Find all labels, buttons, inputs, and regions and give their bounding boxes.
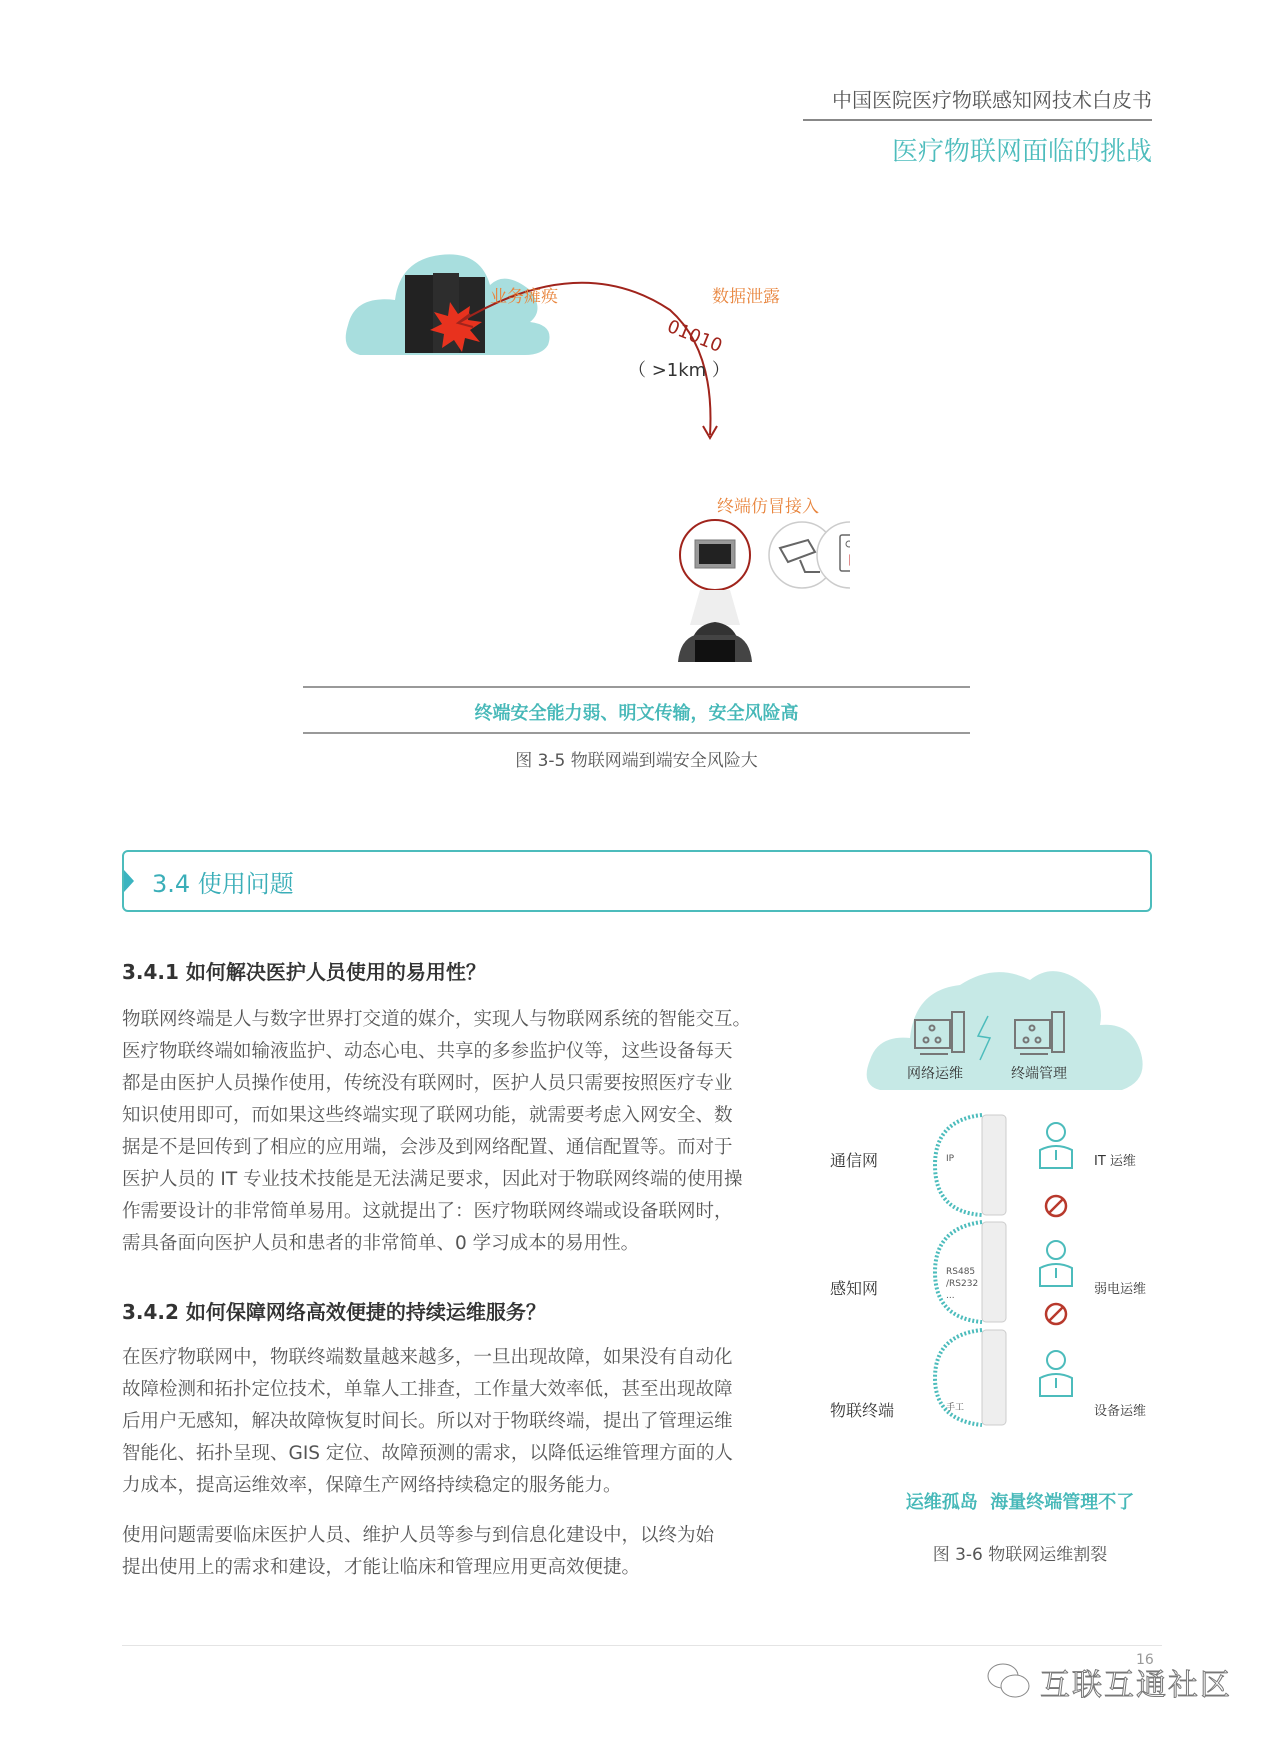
paragraph-operations xyxy=(122,1342,772,1502)
summary-top-rule xyxy=(303,686,970,688)
label-data-leak: 数据泄露 xyxy=(712,287,780,307)
text-line: 提出使用上的需求和建设，才能让临床和管理应用更高效便捷。 xyxy=(122,1557,641,1578)
figure-3-6-caption: 图 3-6 物联网运维割裂 xyxy=(932,1545,1108,1565)
subsection-heading-3-4-1: 3.4.1 如何解决医护人员使用的易用性？ xyxy=(122,960,486,984)
text-line: 知识使用即可，而如果这些终端实现了联网功能，就需要考虑入网安全、数 xyxy=(122,1105,733,1126)
text-line: 物联网终端是人与数字世界打交道的媒介，实现人与物联网系统的智能交互。 xyxy=(122,1009,752,1030)
paragraph-closing xyxy=(122,1520,772,1584)
figure-3-5-summary: 终端安全能力弱、明文传输，安全风险高 xyxy=(474,703,799,724)
triangle-marker-icon xyxy=(124,870,134,892)
pipes xyxy=(982,1115,1006,1425)
protocol-label: IP xyxy=(946,1154,955,1164)
chapter-title: 医疗物联网面临的挑战 xyxy=(891,137,1152,167)
distance-label: （ >1km ） xyxy=(628,360,730,381)
paragraph-usability xyxy=(122,1004,772,1260)
watermark: 互联互通社区 xyxy=(1040,1668,1232,1703)
text-line: 力成本，提高运维效率，保障生产网络持续稳定的服务能力。 xyxy=(122,1475,622,1496)
footer-divider xyxy=(122,1645,1162,1646)
person-icons xyxy=(1040,1123,1072,1396)
label-terminal-spoofing: 终端仿冒接入 xyxy=(717,497,819,517)
text-line: 医护人员的 IT 专业技术技能是无法满足要求，因此对于物联网终端的使用操 xyxy=(122,1169,743,1190)
header-divider xyxy=(803,119,1152,121)
layer-label: 通信网 xyxy=(830,1151,879,1170)
role-label: IT 运维 xyxy=(1094,1154,1136,1169)
view-beam xyxy=(690,590,740,625)
label-service-outage: 业务瘫痪 xyxy=(490,287,558,307)
document-title: 中国医院医疗物联感知网技术白皮书 xyxy=(832,88,1152,112)
role-label: 弱电运维 xyxy=(1094,1282,1147,1297)
text-line: 作需要设计的非常简单易用。这就提出了：医疗物联网终端或设备联网时， xyxy=(122,1201,733,1222)
text-line: 故障检测和拓扑定位技术，单靠人工排查，工作量大效率低，甚至出现故障 xyxy=(122,1379,733,1400)
hacker-icon xyxy=(678,622,752,662)
text-line: 医疗物联终端如输液监护、动态心电、共享的多参监护仪等，这些设备每天 xyxy=(122,1041,733,1062)
text-line: 需具备面向医护人员和患者的非常简单、0 学习成本的易用性。 xyxy=(122,1233,640,1254)
role-label: 设备运维 xyxy=(1094,1404,1147,1419)
text-line: 据是不是回传到了相应的应用端，会涉及到网络配置、通信配置等。而对于 xyxy=(122,1137,733,1158)
text-line: 使用问题需要临床医护人员、维护人员等参与到信息化建设中，以终为始 xyxy=(122,1525,715,1546)
protocol-label: RS485 /RS232 ... xyxy=(946,1267,979,1301)
cloud-label-network-ops: 网络运维 xyxy=(907,1066,963,1082)
wechat-icon xyxy=(985,1660,1033,1702)
figure-3-5-caption: 图 3-5 物联网端到端安全风险大 xyxy=(515,751,758,771)
text-line: 智能化、拓扑呈现、GIS 定位、故障预测的需求，以降低运维管理方面的人 xyxy=(122,1443,733,1464)
figure-3-6-summary: 运维孤岛 海量终端管理不了 xyxy=(905,1492,1135,1513)
text-line: 后用户无感知，解决故障恢复时间长。所以对于物联终端，提出了管理运维 xyxy=(122,1411,733,1432)
summary-bottom-rule xyxy=(303,732,970,734)
layer-label: 物联终端 xyxy=(830,1401,895,1420)
section-banner xyxy=(122,850,1152,912)
text-line: 都是由医护人员操作使用，传统没有联网时，医护人员只需要按照医疗专业 xyxy=(122,1073,733,1094)
text-line: 在医疗物联网中，物联终端数量越来越多，一旦出现故障，如果没有自动化 xyxy=(122,1347,733,1368)
figure-3-6-illustration xyxy=(860,950,1180,1440)
subsection-heading-3-4-2: 3.4.2 如何保障网络高效便捷的持续运维服务？ xyxy=(122,1300,546,1324)
cloud-label-terminal-mgmt: 终端管理 xyxy=(1011,1066,1067,1082)
protocol-label: 手工 xyxy=(946,1403,965,1413)
section-title: 3.4 使用问题 xyxy=(152,870,294,898)
binary-data-label: 01010 xyxy=(664,316,726,357)
layer-label: 感知网 xyxy=(830,1279,879,1298)
page-number: 16 xyxy=(1136,1652,1154,1668)
